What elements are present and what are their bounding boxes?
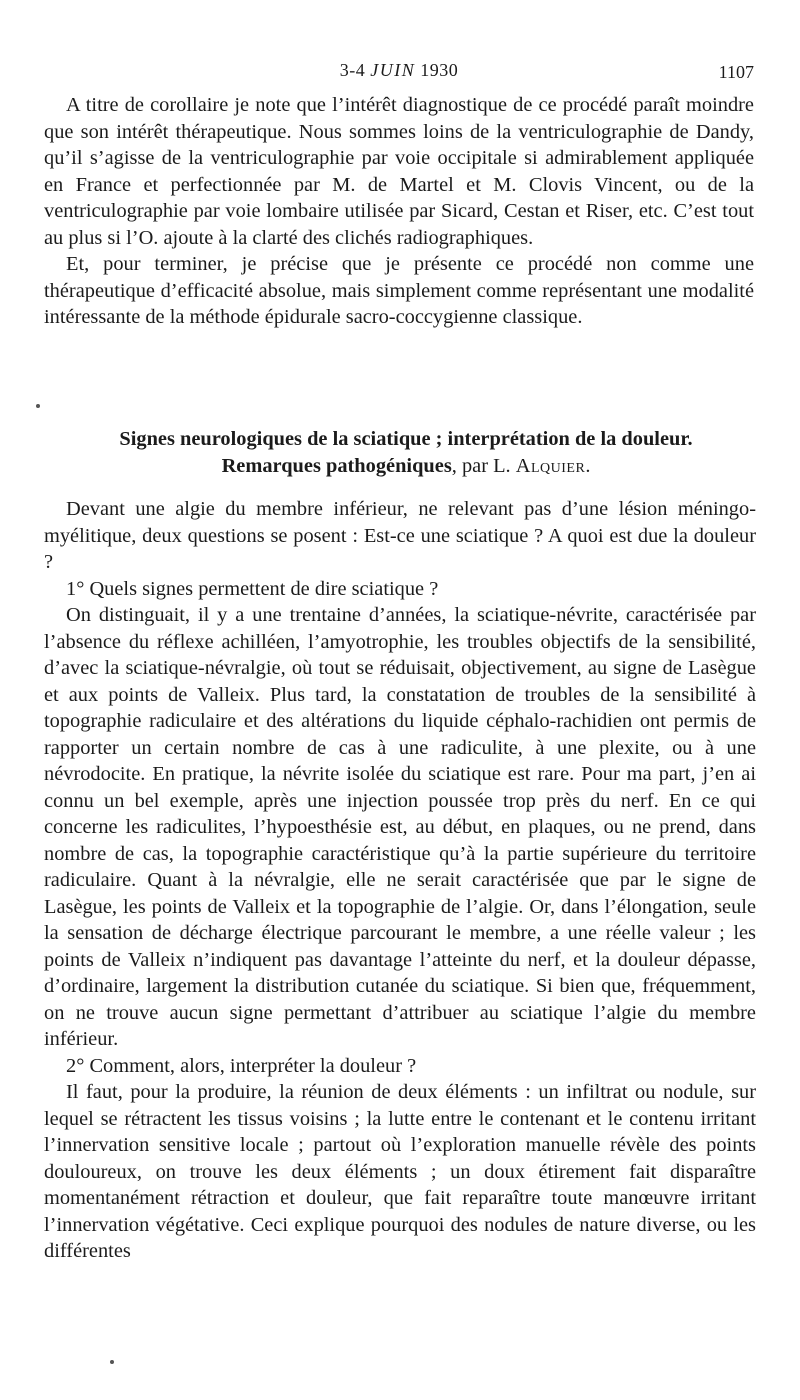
running-head-date: [44, 60, 754, 81]
paragraph: Devant une algie du membre inférieur, ne relevant pas d’une lésion méningo-myélitique, deux questions se posent : Est-ce une sciatique ? A quoi est due la douleur ?: [44, 498, 756, 573]
intro-text: [44, 92, 754, 331]
section-title-end: .: [585, 455, 591, 477]
date-month: JUIN: [370, 60, 416, 80]
section-title-separator: , par L.: [451, 455, 516, 477]
section-heading: [44, 426, 768, 480]
section-title-line-2: [44, 453, 768, 480]
stray-mark: [36, 404, 40, 408]
page-number: 1107: [718, 62, 754, 82]
stray-mark: [110, 1360, 114, 1364]
date-year: 1930: [415, 60, 459, 80]
paragraph: 2° Comment, alors, interpréter la douleur ?: [66, 1054, 417, 1077]
section-body: [44, 496, 756, 1265]
paragraph: A titre de corollaire je note que l’intérêt diagnostique de ce procédé paraît moindre que son intérêt thérapeutique. Nous sommes loins de la ventriculographie de Dandy, qu’il s’agisse de la ventriculographie par voie occipitale si admirablement appliquée en France et perfectionnée par M. de Martel et M. Clovis Vincent, ou de la ventriculographie par voie lombaire utilisée par Sicard, Cestan et Riser, etc. C’est tout au plus si l’O. ajoute à la clarté des clichés radiographiques.: [44, 94, 754, 249]
date-prefix: 3-4: [339, 60, 371, 80]
running-head: [44, 60, 754, 86]
paragraph: Il faut, pour la produire, la réunion de deux éléments : un infiltrat ou nodule, sur lequel se rétractent les tissus voisins ; la lutte entre le contenant et le contenu irritant l’innervation sensitive locale ; partout où l’exploration manuelle révèle des points douloureux, on trouve les deux éléments ; un doux étirement fait disparaître momentanément rétraction et douleur, que fait reparaître toute manœuvre irritant l’innervation végétative. Ceci explique pourquoi des nodules de nature diverse, ou les différentes: [44, 1081, 756, 1262]
section-author: Alquier: [515, 455, 586, 477]
paragraph: 1° Quels signes permettent de dire sciatique ?: [66, 577, 439, 600]
paragraph: On distinguait, il y a une trentaine d’années, la sciatique-névrite, caractérisée par l’absence du réflexe achilléen, l’amyotrophie, les troubles objectifs de la sensibilité, d’avec la sciatique-névralgie, où tout se réduisait, objectivement, au signe de Lasègue et aux points de Valleix. Plus tard, la constatation de troubles de la sensibilité à topographie radiculaire et des altérations du liquide céphalo-rachidien ont permis de rapporter un certain nombre de cas à une radiculite, à une plexite, ou à une névrodocite. En pratique, la névrite isolée du sciatique est rare. Pour ma part, j’en ai connu un bel exemple, après une injection poussée trop près du nerf. En ce qui concerne les radiculites, l’hypoesthésie est, au début, en plaques, ou ne prend, dans nombre de cas, la topographie caractéristique qu’à la partie supérieure du territoire radiculaire. Quant à la névralgie, elle ne serait caractérisée que par le signe de Lasègue, les points de Valleix et la topographie de l’algie. Or, dans l’élongation, seule la sensation de décharge électrique parcourant le membre, a une réelle valeur ; les points de Valleix n’indiquent pas davantage l’atteinte du nerf, et la douleur dépasse, d’ordinaire, largement la distribution cutanée du sciatique. Si bien que, fréquemment, on ne trouve aucun signe permettant d’attribuer au sciatique l’algie du membre inférieur.: [44, 604, 756, 1050]
section-title-bold: Remarques pathogéniques: [221, 455, 452, 477]
section-title-line-1: Signes neurologiques de la sciatique ; interprétation de la douleur.: [119, 428, 693, 450]
paragraph: Et, pour terminer, je précise que je présente ce procédé non comme une thérapeutique d’efficacité absolue, mais simplement comme représentant une modalité intéressante de la méthode épidurale sacro-coccygienne classique.: [44, 253, 754, 328]
